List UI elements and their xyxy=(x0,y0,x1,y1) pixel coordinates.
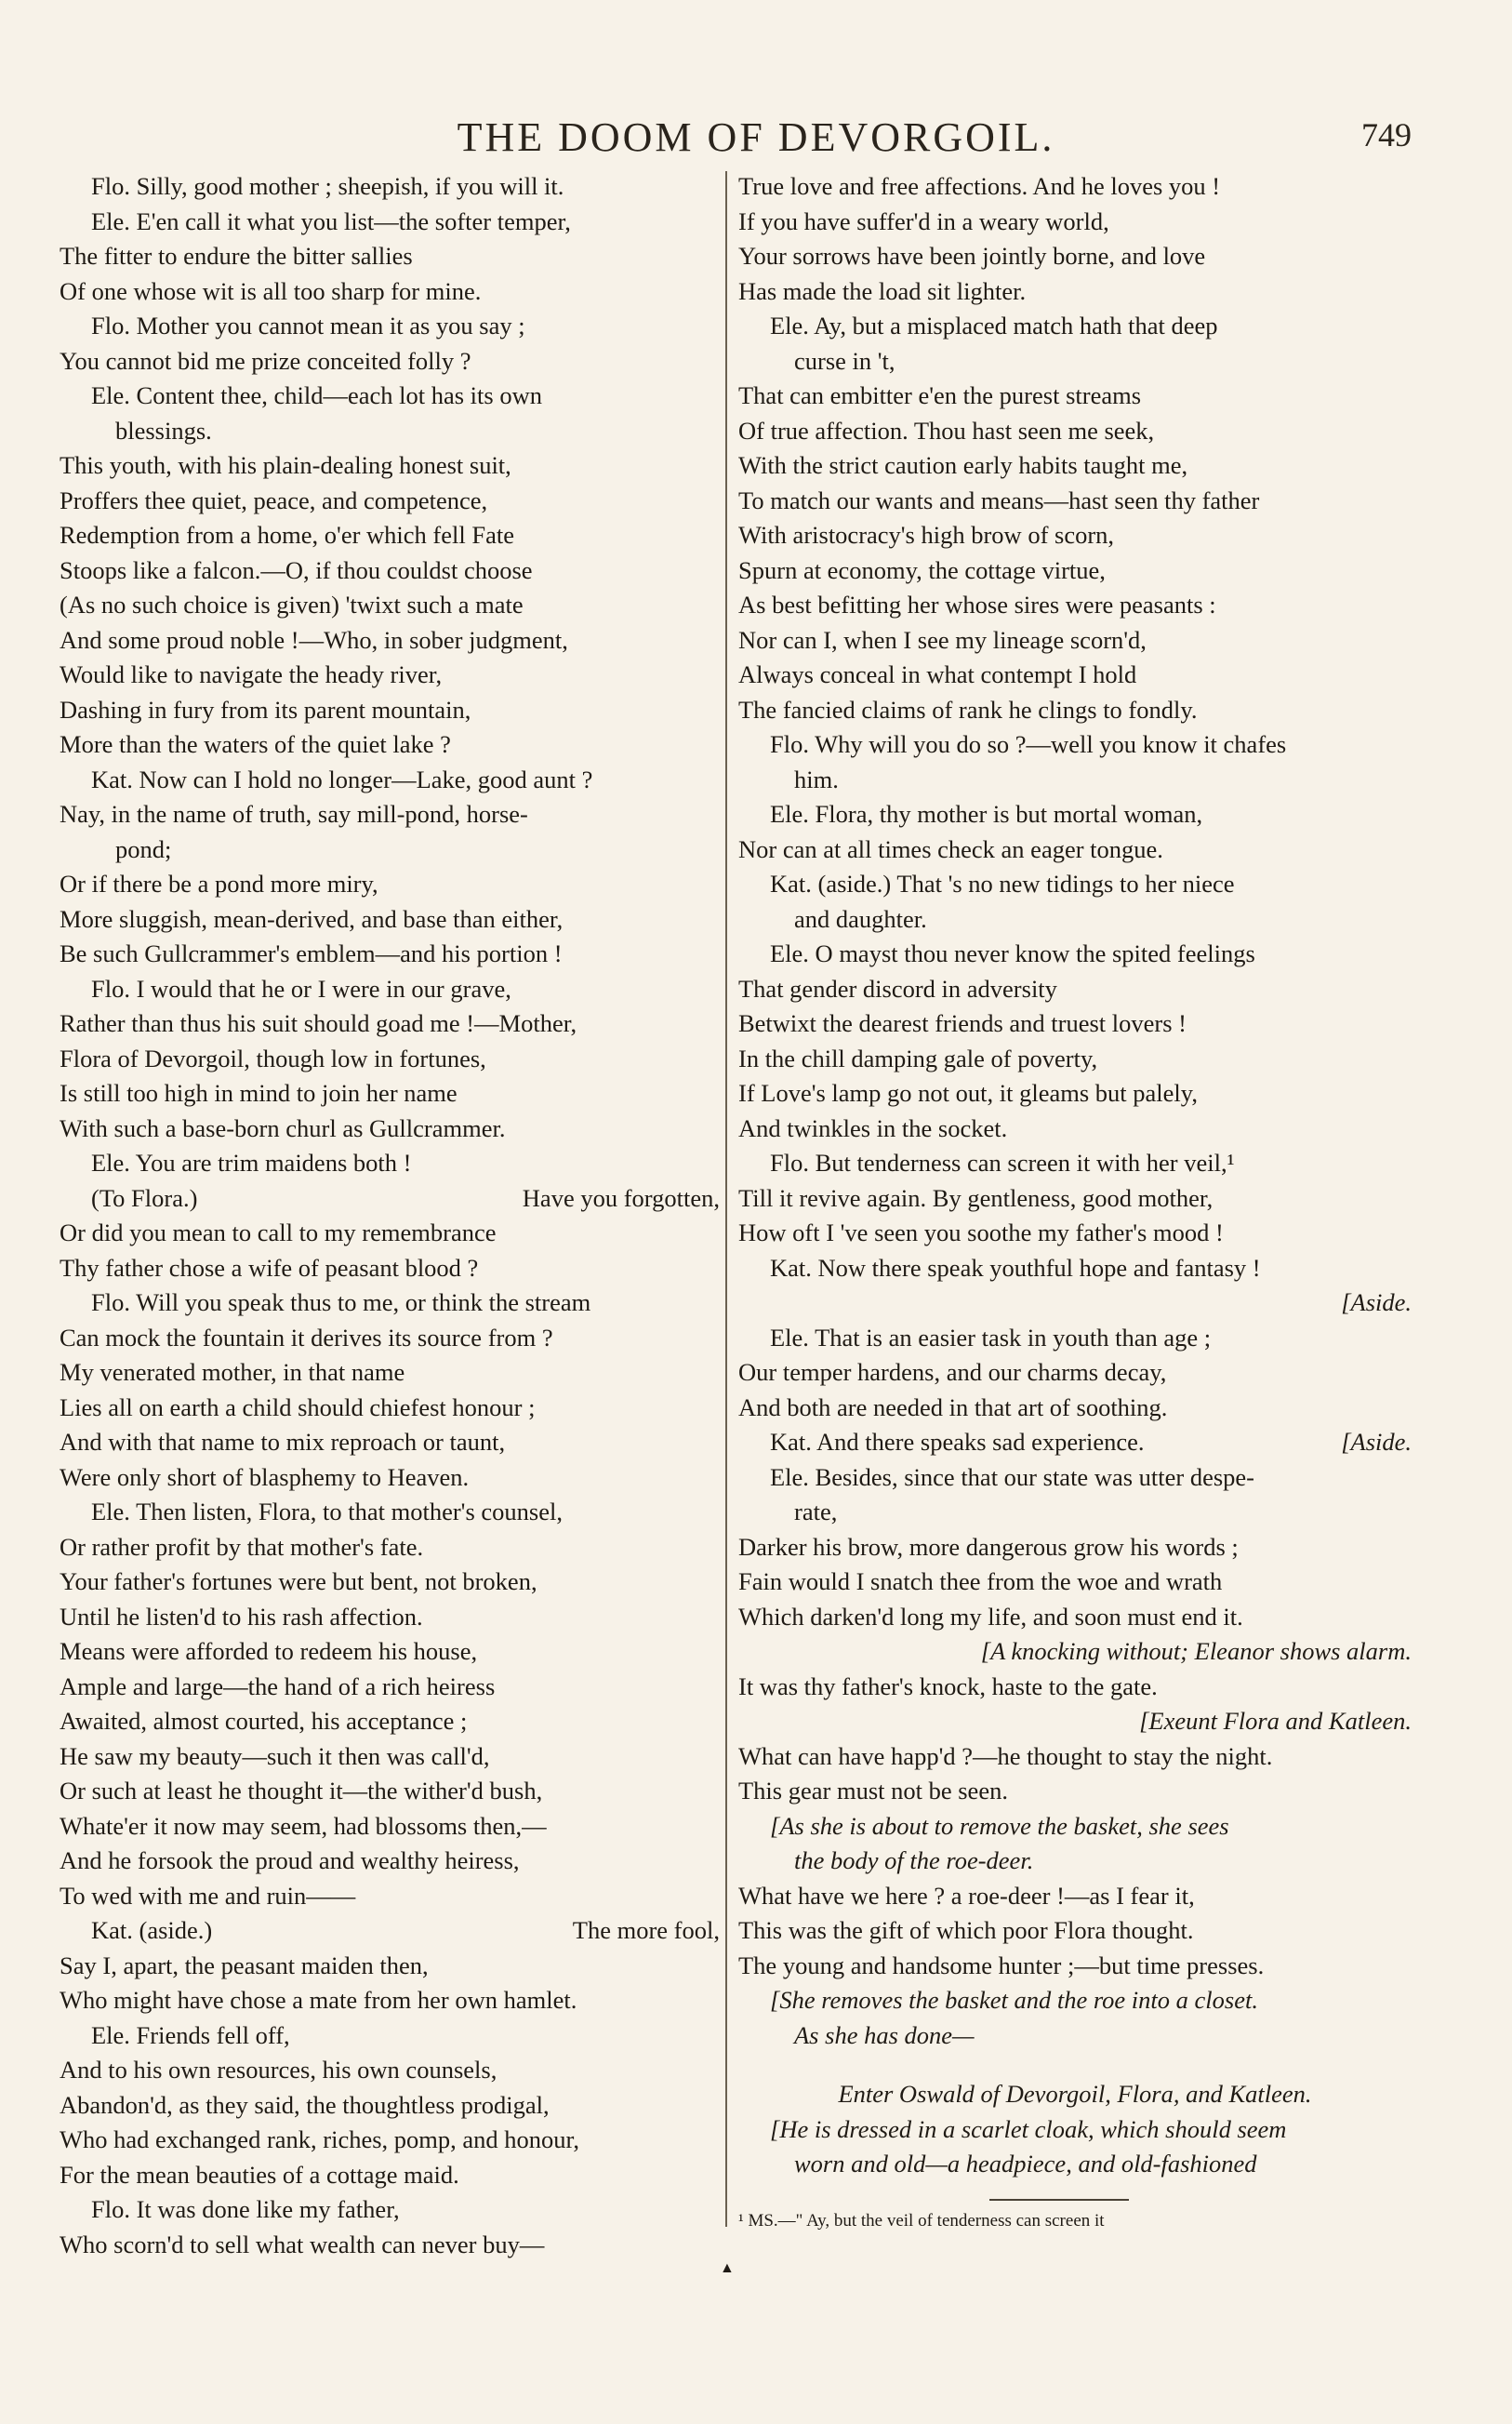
verse-line: And some proud noble !—Who, in sober judgment, xyxy=(60,625,568,654)
verse-line: Say I, apart, the peasant maiden then, xyxy=(60,1951,429,1979)
footnote: ¹ MS.—" Ay, but the veil of tenderness can screen it xyxy=(738,2210,1105,2231)
verse-line: Lies all on earth a child should chiefest honour ; xyxy=(60,1392,536,1421)
verse-line: Nor can I, when I see my lineage scorn'd, xyxy=(738,625,1147,654)
speech-line: Ele. That is an easier task in youth than age ; xyxy=(770,1323,1212,1352)
speech-line: Ele. Then listen, Flora, to that mother's counsel, xyxy=(91,1498,563,1525)
verse-line: To match our wants and means—hast seen thy father xyxy=(738,486,1260,514)
verse-line: With the strict caution early habits taught me, xyxy=(738,451,1188,479)
verse-line: Thy father chose a wife of peasant blood ? xyxy=(60,1253,479,1282)
speech-line: Flo. Silly, good mother ; sheepish, if you will it. xyxy=(91,172,564,200)
line-left-part: Kat. (aside.) xyxy=(91,1916,213,1944)
verse-line: That can embitter e'en the purest streams xyxy=(738,381,1142,409)
verse-line: Your father's fortunes were but bent, not broken, xyxy=(60,1567,537,1595)
speech-line: Kat. Now there speak youthful hope and fantasy ! xyxy=(770,1253,1261,1282)
verse-line: With such a base-born churl as Gullcrammer. xyxy=(60,1113,506,1142)
line-right-part: Have you forgotten, xyxy=(522,1183,720,1212)
verse-line-split xyxy=(60,1913,720,1949)
verse-line: You cannot bid me prize conceited folly ? xyxy=(60,346,471,375)
stage-direction: [She removes the basket and the roe into a closet. xyxy=(770,1986,1258,2014)
verse-continuation: blessings. xyxy=(115,416,212,445)
verse-line: Darker his brow, more dangerous grow his words ; xyxy=(738,1532,1239,1561)
verse-line: Ample and large—the hand of a rich heiress xyxy=(60,1671,496,1700)
verse-line: Be such Gullcrammer's emblem—and his portion ! xyxy=(60,939,563,967)
verse-line: Rather than thus his suit should goad me !—Mother, xyxy=(60,1009,577,1037)
verse-line: The fancied claims of rank he clings to fondly. xyxy=(738,695,1198,724)
stage-direction: [He is dressed in a scarlet cloak, which should seem xyxy=(770,2114,1287,2143)
verse-line: Of true affection. Thou hast seen me seek, xyxy=(738,416,1155,445)
column-divider xyxy=(725,171,727,2227)
verse-line: Were only short of blasphemy to Heaven. xyxy=(60,1462,470,1491)
verse-line: Proffers thee quiet, peace, and competence, xyxy=(60,486,488,514)
verse-line: Who had exchanged rank, riches, pomp, and honour, xyxy=(60,2125,579,2153)
verse-line-split xyxy=(738,1425,1412,1460)
verse-line: Betwixt the dearest friends and truest lovers ! xyxy=(738,1009,1187,1037)
verse-line: The young and handsome hunter ;—but time presses. xyxy=(738,1951,1265,1979)
speech-line: Flo. But tenderness can screen it with her veil,¹ xyxy=(770,1149,1235,1177)
verse-line: And with that name to mix reproach or taunt, xyxy=(60,1428,506,1456)
verse-line: If Love's lamp go not out, it gleams but palely, xyxy=(738,1079,1198,1107)
speech-line: Ele. Besides, since that our state was utter despe- xyxy=(770,1462,1255,1491)
verse-line: For the mean beauties of a cottage maid. xyxy=(60,2160,459,2189)
line-right-part: [Aside. xyxy=(1341,1428,1412,1456)
verse-line: Of one whose wit is all too sharp for mine. xyxy=(60,276,482,305)
verse-continuation: and daughter. xyxy=(794,904,927,933)
verse-line: Redemption from a home, o'er which fell Fate xyxy=(60,521,514,549)
verse-line: Flora of Devorgoil, though low in fortunes, xyxy=(60,1044,486,1072)
verse-line: Awaited, almost courted, his acceptance ; xyxy=(60,1707,468,1735)
verse-line: Means were afforded to redeem his house, xyxy=(60,1637,478,1665)
verse-line: Nay, in the name of truth, say mill-pond, horse- xyxy=(60,800,528,828)
line-right-part: The more fool, xyxy=(572,1916,720,1944)
speech-line: Flo. Why will you do so ?—well you know it chafes xyxy=(770,730,1287,758)
verse-line: (As no such choice is given) 'twixt such a mate xyxy=(60,591,524,619)
verse-continuation: curse in 't, xyxy=(794,346,895,375)
verse-continuation: pond; xyxy=(115,834,172,863)
verse-line: Or rather profit by that mother's fate. xyxy=(60,1532,424,1561)
verse-line: And twinkles in the socket. xyxy=(738,1113,1008,1142)
verse-line: This was the gift of which poor Flora thought. xyxy=(738,1916,1194,1944)
verse-line: With aristocracy's high brow of scorn, xyxy=(738,521,1115,549)
verse-line: Can mock the fountain it derives its source from ? xyxy=(60,1323,553,1352)
verse-continuation: him. xyxy=(794,765,839,793)
speech-line: Flo. It was done like my father, xyxy=(91,2195,400,2223)
speech-line: Flo. Will you speak thus to me, or think the stream xyxy=(91,1288,591,1316)
verse-line: Or did you mean to call to my remembrance xyxy=(60,1219,497,1246)
speech-line: Ele. You are trim maidens both ! xyxy=(91,1149,412,1177)
verse-line: Has made the load sit lighter. xyxy=(738,276,1027,305)
verse-line: Whate'er it now may seem, had blossoms then,— xyxy=(60,1811,547,1840)
speech-line: Kat. (aside.) That 's no new tidings to her niece xyxy=(770,870,1235,898)
verse-line: This youth, with his plain-dealing honest suit, xyxy=(60,451,511,479)
verse-line: What can have happ'd ?—he thought to stay the night. xyxy=(738,1741,1273,1770)
page-number: 749 xyxy=(1361,116,1412,153)
verse-line: Fain would I snatch thee from the woe and wrath xyxy=(738,1567,1223,1595)
stage-direction: [Aside. xyxy=(1341,1288,1412,1316)
speech-line: Ele. Content thee, child—each lot has its own xyxy=(91,381,542,409)
verse-line: More than the waters of the quiet lake ? xyxy=(60,730,451,758)
verse-line: Nor can at all times check an eager tongue. xyxy=(738,834,1163,863)
stage-direction: [Exeunt Flora and Katleen. xyxy=(1139,1707,1412,1735)
speech-line: Ele. Flora, thy mother is but mortal woman, xyxy=(770,800,1203,828)
verse-line: As best befitting her whose sires were peasants : xyxy=(738,591,1216,619)
verse-line: Who scorn'd to sell what wealth can never buy— xyxy=(60,2230,545,2258)
speech-line: Ele. Ay, but a misplaced match hath that deep xyxy=(770,312,1218,340)
verse-continuation: rate, xyxy=(794,1498,838,1525)
verse-line: Abandon'd, as they said, the thoughtless prodigal, xyxy=(60,2090,550,2119)
verse-line: Always conceal in what contempt I hold xyxy=(738,660,1137,688)
speech-line: Ele. O mayst thou never know the spited feelings xyxy=(770,939,1255,967)
verse-line: Our temper hardens, and our charms decay, xyxy=(738,1358,1167,1386)
verse-line: Or if there be a pond more miry, xyxy=(60,870,378,898)
verse-line: My venerated mother, in that name xyxy=(60,1358,405,1386)
verse-line: Or such at least he thought it—the wither'd bush, xyxy=(60,1777,543,1805)
verse-line: This gear must not be seen. xyxy=(738,1777,1008,1805)
right-column xyxy=(738,169,1412,2234)
speech-line: Kat. Now can I hold no longer—Lake, good aunt ? xyxy=(91,765,593,793)
verse-line: More sluggish, mean-derived, and base than either, xyxy=(60,904,564,933)
speech-line: Ele. E'en call it what you list—the softer temper, xyxy=(91,206,571,235)
verse-line: If you have suffer'd in a weary world, xyxy=(738,206,1109,235)
verse-line: Spurn at economy, the cottage virtue, xyxy=(738,555,1106,584)
verse-line: Stoops like a falcon.—O, if thou couldst choose xyxy=(60,555,533,584)
verse-line: In the chill damping gale of poverty, xyxy=(738,1044,1098,1072)
verse-line: And he forsook the proud and wealthy heiress, xyxy=(60,1846,520,1874)
verse-line: Who might have chose a mate from her own hamlet. xyxy=(60,1986,577,2014)
verse-line: And both are needed in that art of soothing. xyxy=(738,1392,1168,1421)
verse-line: Your sorrows have been jointly borne, and love xyxy=(738,242,1206,270)
spacer xyxy=(738,2053,1412,2077)
stage-direction: worn and old—a headpiece, and old-fashioned xyxy=(794,2150,1257,2178)
verse-line: True love and free affections. And he loves you ! xyxy=(738,172,1221,200)
entrance-direction: Enter Oswald of Devorgoil, Flora, and Katleen. xyxy=(838,2080,1312,2108)
speech-line: Flo. I would that he or I were in our grave, xyxy=(91,974,511,1003)
verse-line: Till it revive again. By gentleness, good mother, xyxy=(738,1183,1214,1212)
verse-line: Dashing in fury from its parent mountain, xyxy=(60,695,471,724)
left-column xyxy=(60,169,720,2262)
verse-line: And to his own resources, his own counsels, xyxy=(60,2056,497,2084)
verse-line: Until he listen'd to his rash affection. xyxy=(60,1602,423,1631)
speech-line: Ele. Friends fell off, xyxy=(91,2020,290,2049)
footnote-rule xyxy=(989,2199,1129,2201)
verse-line: That gender discord in adversity xyxy=(738,974,1057,1003)
printer-mark: ▲ xyxy=(720,2260,735,2276)
verse-line-split xyxy=(60,1181,720,1217)
stage-direction: As she has done— xyxy=(794,2020,975,2049)
stage-direction: [A knocking without; Eleanor shows alarm. xyxy=(980,1637,1412,1665)
running-title: THE DOOM OF DEVORGOIL. xyxy=(457,114,1055,160)
verse-line: Would like to navigate the heady river, xyxy=(60,660,443,688)
line-left-part: Kat. And there speaks sad experience. xyxy=(770,1428,1145,1456)
verse-line: To wed with me and ruin—— xyxy=(60,1881,356,1910)
stage-direction: [As she is about to remove the basket, she sees xyxy=(770,1811,1229,1840)
stage-direction: the body of the roe-deer. xyxy=(794,1846,1034,1874)
verse-line: Is still too high in mind to join her name xyxy=(60,1079,458,1107)
verse-line: Which darken'd long my life, and soon must end it. xyxy=(738,1602,1243,1631)
line-left-part: (To Flora.) xyxy=(91,1183,198,1212)
verse-line: How oft I 've seen you soothe my father's mood ! xyxy=(738,1219,1224,1246)
verse-line: The fitter to endure the bitter sallies xyxy=(60,242,413,270)
speech-line: Flo. Mother you cannot mean it as you say ; xyxy=(91,312,525,340)
verse-line: It was thy father's knock, haste to the gate. xyxy=(738,1671,1158,1700)
verse-line: What have we here ? a roe-deer !—as I fear it, xyxy=(738,1881,1195,1910)
verse-line: He saw my beauty—such it then was call'd, xyxy=(60,1741,490,1770)
